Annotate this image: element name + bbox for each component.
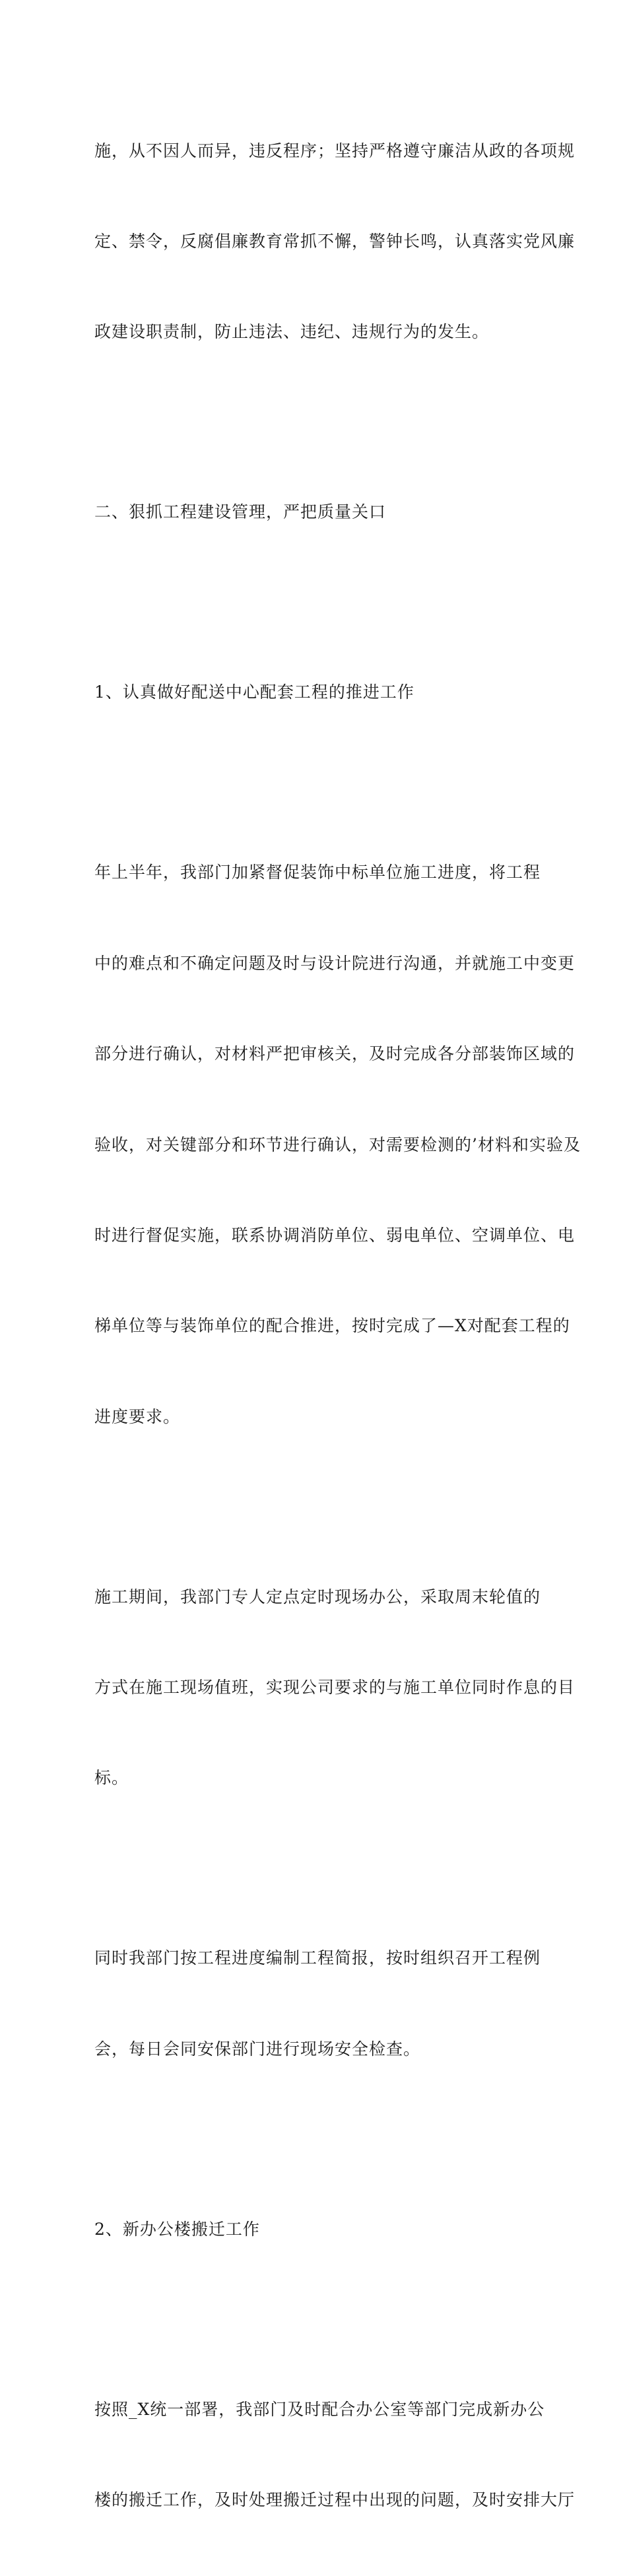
text-line: 部分进行确认，对材料严把审核关，及时完成各分部装饰区域的 <box>94 1044 576 1064</box>
text-line: 中的难点和不确定问题及时与设计院进行沟通，并就施工中变更 <box>94 953 576 973</box>
document-page <box>94 75 581 2576</box>
text-line: 梯单位等与装饰单位的配合推进，按时完成了—X对配套工程的 <box>94 1316 570 1336</box>
text-line: 1、认真做好配送中心配套工程的推进工作 <box>94 682 414 702</box>
text-line: 验收，对关键部分和环节进行确认，对需要检测的’材料和实验及 <box>94 1135 581 1154</box>
body-paragraph <box>94 75 576 408</box>
subsection-heading <box>94 2154 535 2305</box>
text-line: 施，从不因人而异，违反程序；坚持严格遵守廉洁从政的各项规 <box>94 141 576 160</box>
body-paragraph <box>94 1521 576 1854</box>
text-line: 2、新办公楼搬迁工作 <box>94 2219 260 2239</box>
text-line: 方式在施工现场值班，实现公司要求的与施工单位同时作息的目 <box>94 1678 576 1698</box>
text-line: 标。 <box>94 1768 129 1788</box>
text-line: 会，每日会同安保部门进行现场安全检查。 <box>94 2039 421 2059</box>
text-line: 二、狠抓工程建设管理，严把质量关口 <box>94 502 387 522</box>
text-line: 年上半年，我部门加紧督促装饰中标单位施工进度，将工程 <box>94 863 541 882</box>
text-line: 按照_X统一部署，我部门及时配合办公室等部门完成新办公 <box>94 2399 545 2419</box>
section-heading <box>94 437 535 588</box>
text-line: 进度要求。 <box>94 1406 181 1426</box>
body-paragraph <box>94 797 581 1492</box>
body-paragraph <box>94 2334 576 2575</box>
subsection-heading <box>94 617 535 768</box>
body-paragraph <box>94 1883 541 2125</box>
text-line: 施工期间，我部门专人定点定时现场办公，采取周末轮值的 <box>94 1587 541 1606</box>
text-line: 政建设职责制，防止违法、违纪、违规行为的发生。 <box>94 322 490 342</box>
text-line: 同时我部门按工程进度编制工程简报，按时组织召开工程例 <box>94 1948 541 1968</box>
text-line: 定、禁令，反腐倡廉教育常抓不懈，警钟长鸣，认真落实党风廉 <box>94 231 576 251</box>
text-line: 时进行督促实施，联系协调消防单位、弱电单位、空调单位、电 <box>94 1225 576 1245</box>
text-line: 楼的搬迁工作，及时处理搬迁过程中出现的问题，及时安排大厅 <box>94 2490 576 2510</box>
